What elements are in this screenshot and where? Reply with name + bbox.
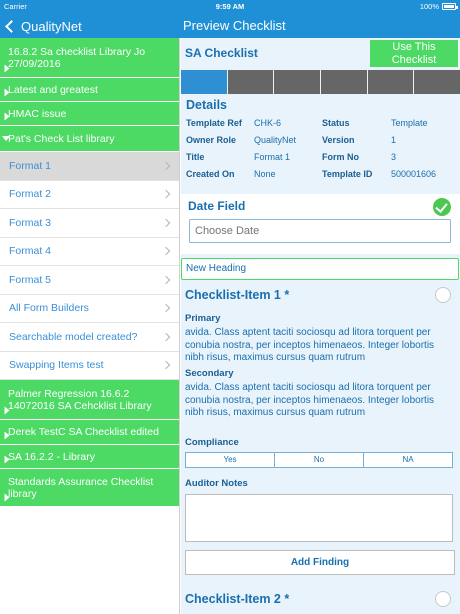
checklist-preview-panel xyxy=(181,38,460,614)
sidebar-item-label: Standards Assurance Checklist library xyxy=(8,475,154,500)
sidebar-item-format-4[interactable] xyxy=(0,238,179,267)
chevron-right-icon xyxy=(162,276,170,284)
sidebar-item-standards-assurance[interactable] xyxy=(0,469,179,507)
primary-text: avida. Class aptent taciti sociosqu ad litora torquent per conubia nostra, per inceptos himenaeos. Integer lobortis nibh risus, maximus cursus quam rutrum xyxy=(185,327,435,363)
sidebar xyxy=(0,38,180,614)
sidebar-item-pats-check-list-library[interactable] xyxy=(0,126,179,152)
detail-value: CHK-6 xyxy=(254,118,282,128)
disclosure-triangle-icon xyxy=(5,65,10,73)
progress-segment[interactable] xyxy=(321,70,367,94)
compliance-segmented-control xyxy=(185,452,453,468)
disclosure-triangle-icon xyxy=(5,494,10,502)
compliance-na-option[interactable]: NA xyxy=(402,455,414,464)
detail-key: Template ID xyxy=(322,169,373,179)
progress-segment[interactable] xyxy=(228,70,274,94)
sidebar-item-label: Palmer Regression 16.6.2 14072016 SA Cehcklist Library xyxy=(8,387,152,412)
detail-value: Template xyxy=(391,118,428,128)
new-heading-field[interactable]: New Heading xyxy=(181,258,459,280)
detail-value: QualityNet xyxy=(254,135,297,145)
carrier-label: Carrier xyxy=(4,2,27,11)
sidebar-item-format-5[interactable] xyxy=(0,266,179,295)
sidebar-item-label: Pat's Check List library xyxy=(8,132,115,145)
sidebar-item-label: Format 5 xyxy=(9,273,52,286)
chevron-right-icon xyxy=(162,219,170,227)
secondary-text: avida. Class aptent taciti sociosqu ad litora torquent per conubia nostra, per inceptos himenaeos. Integer lobortis nibh risus, maximus cursus quam rutrum xyxy=(185,382,435,418)
completion-radio-icon[interactable] xyxy=(435,591,451,607)
checklist-title: SA Checklist xyxy=(185,46,258,60)
sidebar-item-label: Format 2 xyxy=(9,188,52,201)
compliance-no-option[interactable]: No xyxy=(275,453,364,467)
status-bar xyxy=(0,0,460,14)
sidebar-item-derek-testc[interactable] xyxy=(0,420,179,445)
battery-percent: 100% xyxy=(419,2,439,11)
disclosure-triangle-icon xyxy=(2,136,10,141)
secondary-label: Secondary xyxy=(185,368,234,379)
disclosure-triangle-icon xyxy=(5,407,10,415)
checklist-item-title: Checklist-Item 2 * xyxy=(185,592,290,606)
checklist-item-2 xyxy=(181,586,460,614)
checklist-item-1 xyxy=(181,282,460,614)
checkmark-circle-icon xyxy=(433,198,451,216)
detail-key: Owner Role xyxy=(186,135,237,145)
chevron-left-icon xyxy=(5,20,18,33)
details-grid xyxy=(186,118,458,186)
detail-key: Form No xyxy=(322,152,359,162)
details-title: Details xyxy=(186,98,227,112)
disclosure-triangle-icon xyxy=(5,456,10,464)
progress-segment[interactable] xyxy=(414,70,460,94)
battery-indicator xyxy=(420,2,456,11)
sidebar-item-label: Format 4 xyxy=(9,245,52,258)
detail-key: Status xyxy=(322,118,350,128)
sidebar-item-latest-and-greatest[interactable] xyxy=(0,78,179,102)
sidebar-item-label: Derek TestC SA Checklist edited xyxy=(8,426,159,438)
primary-label: Primary xyxy=(185,313,221,324)
chevron-right-icon xyxy=(162,162,170,170)
chevron-right-icon xyxy=(162,361,170,369)
back-button[interactable] xyxy=(4,14,82,38)
chevron-right-icon xyxy=(162,304,170,312)
progress-segment[interactable] xyxy=(181,70,227,94)
sidebar-item-label: All Form Builders xyxy=(9,302,89,315)
details-row xyxy=(186,135,458,152)
sidebar-item-label: Latest and greatest xyxy=(8,83,98,96)
sidebar-item-label: HMAC issue xyxy=(8,107,67,120)
navigation-bar xyxy=(0,14,460,38)
detail-value: 3 xyxy=(391,152,397,162)
completion-radio-icon[interactable] xyxy=(435,287,451,303)
details-row xyxy=(186,169,458,186)
clock: 9:59 AM xyxy=(215,2,245,11)
add-finding-button[interactable]: Add Finding xyxy=(185,550,455,575)
page-title: Preview Checklist xyxy=(183,18,286,33)
detail-key: Created On xyxy=(186,169,235,179)
battery-icon xyxy=(442,3,456,10)
section-progress-bar xyxy=(181,70,460,94)
sidebar-item-swapping-items-test[interactable] xyxy=(0,352,179,381)
detail-value: 500001606 xyxy=(391,169,437,179)
sidebar-item-label: Format 1 xyxy=(9,159,52,172)
detail-key: Version xyxy=(322,135,355,145)
chevron-right-icon xyxy=(162,190,170,198)
disclosure-triangle-icon xyxy=(5,89,10,97)
sidebar-item-label: 16.8.2 Sa checklist Library Jo 27/09/2016 xyxy=(8,45,146,70)
disclosure-triangle-icon xyxy=(5,432,10,440)
sidebar-item-label: Swapping Items test xyxy=(9,359,104,372)
sidebar-item-library-16-8-2[interactable] xyxy=(0,38,179,78)
detail-value: Format 1 xyxy=(254,152,291,162)
use-this-checklist-button[interactable]: Use This Checklist xyxy=(370,40,458,67)
sidebar-item-label: Searchable model created? xyxy=(9,330,138,343)
sidebar-item-label: Format 3 xyxy=(9,216,52,229)
detail-key: Template Ref xyxy=(186,118,242,128)
progress-segment[interactable] xyxy=(274,70,320,94)
sidebar-item-format-1[interactable] xyxy=(0,152,179,181)
back-button-label: QualityNet xyxy=(21,18,82,34)
checklist-item-title: Checklist-Item 1 * xyxy=(185,288,290,302)
auditor-notes-textarea[interactable] xyxy=(185,494,453,542)
compliance-label: Compliance xyxy=(185,437,239,448)
sidebar-item-format-3[interactable] xyxy=(0,209,179,238)
sidebar-item-label: SA 16.2.2 - Library xyxy=(8,450,95,463)
sidebar-item-searchable-model[interactable] xyxy=(0,323,179,352)
date-field-section xyxy=(181,194,460,254)
auditor-notes-label: Auditor Notes xyxy=(185,478,248,489)
sidebar-item-sa-16-2-2[interactable] xyxy=(0,445,179,469)
detail-value: 1 xyxy=(391,135,397,145)
details-row xyxy=(186,152,458,169)
chevron-right-icon xyxy=(162,247,170,255)
checklist-header xyxy=(181,38,460,69)
sidebar-item-palmer-regression[interactable] xyxy=(0,380,179,420)
choose-date-input[interactable] xyxy=(189,219,451,243)
date-field-title: Date Field xyxy=(188,199,246,213)
sidebar-item-hmac-issue[interactable] xyxy=(0,102,179,126)
detail-value: None xyxy=(254,169,276,179)
disclosure-triangle-icon xyxy=(5,113,10,121)
sidebar-item-all-form-builders[interactable] xyxy=(0,295,179,324)
chevron-right-icon xyxy=(162,333,170,341)
sidebar-item-format-2[interactable] xyxy=(0,181,179,210)
compliance-yes-option[interactable]: Yes xyxy=(186,453,275,467)
detail-key: Title xyxy=(186,152,205,162)
details-row xyxy=(186,118,458,135)
progress-segment[interactable] xyxy=(368,70,414,94)
